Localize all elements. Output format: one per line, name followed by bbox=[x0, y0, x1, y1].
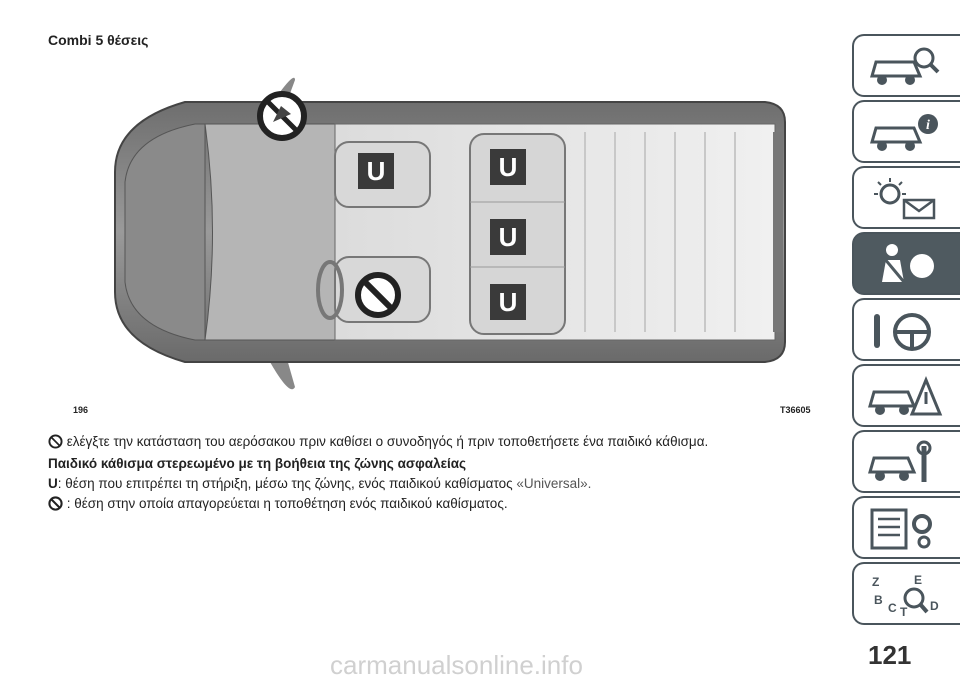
seat-u-label-rear-1 bbox=[490, 149, 526, 185]
universal-position-paragraph bbox=[48, 476, 591, 491]
airbag-check-paragraph bbox=[48, 434, 708, 449]
svg-text:U: U bbox=[366, 156, 386, 186]
section-subheading: Παιδικό κάθισμα στερεωμένο με τη βοήθεια της ζώνης ασφαλείας bbox=[48, 456, 467, 471]
tab-technical-data[interactable] bbox=[852, 496, 960, 559]
figure-code: T36605 bbox=[780, 405, 811, 415]
seatbelt-airbag-icon bbox=[864, 242, 944, 288]
airbag-warning-icon bbox=[260, 94, 304, 138]
prohibited-position-paragraph bbox=[48, 496, 508, 511]
watermark: carmanualsonline.info bbox=[330, 650, 583, 680]
alphabet-index-icon bbox=[864, 572, 944, 618]
warning-light-mail-icon bbox=[864, 176, 944, 222]
tab-car-search[interactable] bbox=[852, 34, 960, 97]
page-number: 121 bbox=[868, 640, 912, 670]
airbag-warning-icon bbox=[48, 434, 63, 449]
universal-position-text: : θέση που επιτρέπει τη στήριξη, μέσω της ζώνης, ενός παιδικού καθίσματος bbox=[57, 476, 517, 491]
car-wrench-icon bbox=[864, 440, 944, 486]
tab-maintenance[interactable] bbox=[852, 430, 960, 493]
airbag-check-text: ελέγξτε την κατάσταση του αερόσακου πριν καθίσει ο συνοδηγός ή πριν τοποθετήσετε ένα παιδικό κάθισμα. bbox=[66, 434, 709, 449]
svg-text:E: E bbox=[914, 573, 923, 587]
svg-text:U: U bbox=[498, 222, 518, 252]
prohibited-position-text: : θέση στην οποία απαγορεύεται η τοποθέτηση ενός παιδικού καθίσματος. bbox=[66, 496, 508, 511]
svg-text:B: B bbox=[874, 593, 883, 607]
car-info-icon bbox=[864, 110, 944, 156]
svg-text:D: D bbox=[930, 599, 939, 613]
tab-safety[interactable] bbox=[852, 232, 960, 295]
svg-text:Z: Z bbox=[872, 575, 880, 589]
svg-text:T: T bbox=[900, 605, 908, 618]
figure-number: 196 bbox=[73, 405, 89, 415]
svg-text:C: C bbox=[888, 601, 897, 615]
prohibited-seat-icon bbox=[358, 275, 398, 315]
seat-u-label-front bbox=[358, 153, 394, 189]
car-search-icon bbox=[864, 44, 944, 90]
car-breakdown-icon bbox=[864, 374, 944, 420]
van-seating-diagram bbox=[45, 62, 815, 407]
svg-text:U: U bbox=[498, 152, 518, 182]
u-letter: U bbox=[48, 476, 58, 491]
svg-text:U: U bbox=[498, 287, 518, 317]
prohibited-icon bbox=[48, 496, 63, 511]
tab-starting-driving[interactable] bbox=[852, 298, 960, 361]
steering-wheel-icon bbox=[864, 308, 944, 354]
universal-term: «Universal». bbox=[516, 476, 592, 491]
seat-u-label-rear-2 bbox=[490, 219, 526, 255]
tab-emergency[interactable] bbox=[852, 364, 960, 427]
tab-index[interactable] bbox=[852, 562, 960, 625]
page-heading: Combi 5 θέσεις bbox=[48, 32, 149, 48]
seat-u-label-rear-3 bbox=[490, 284, 526, 320]
settings-list-icon bbox=[864, 506, 944, 552]
tab-warning-lights[interactable] bbox=[852, 166, 960, 229]
svg-text:i: i bbox=[926, 118, 930, 133]
tab-car-info[interactable] bbox=[852, 100, 960, 163]
